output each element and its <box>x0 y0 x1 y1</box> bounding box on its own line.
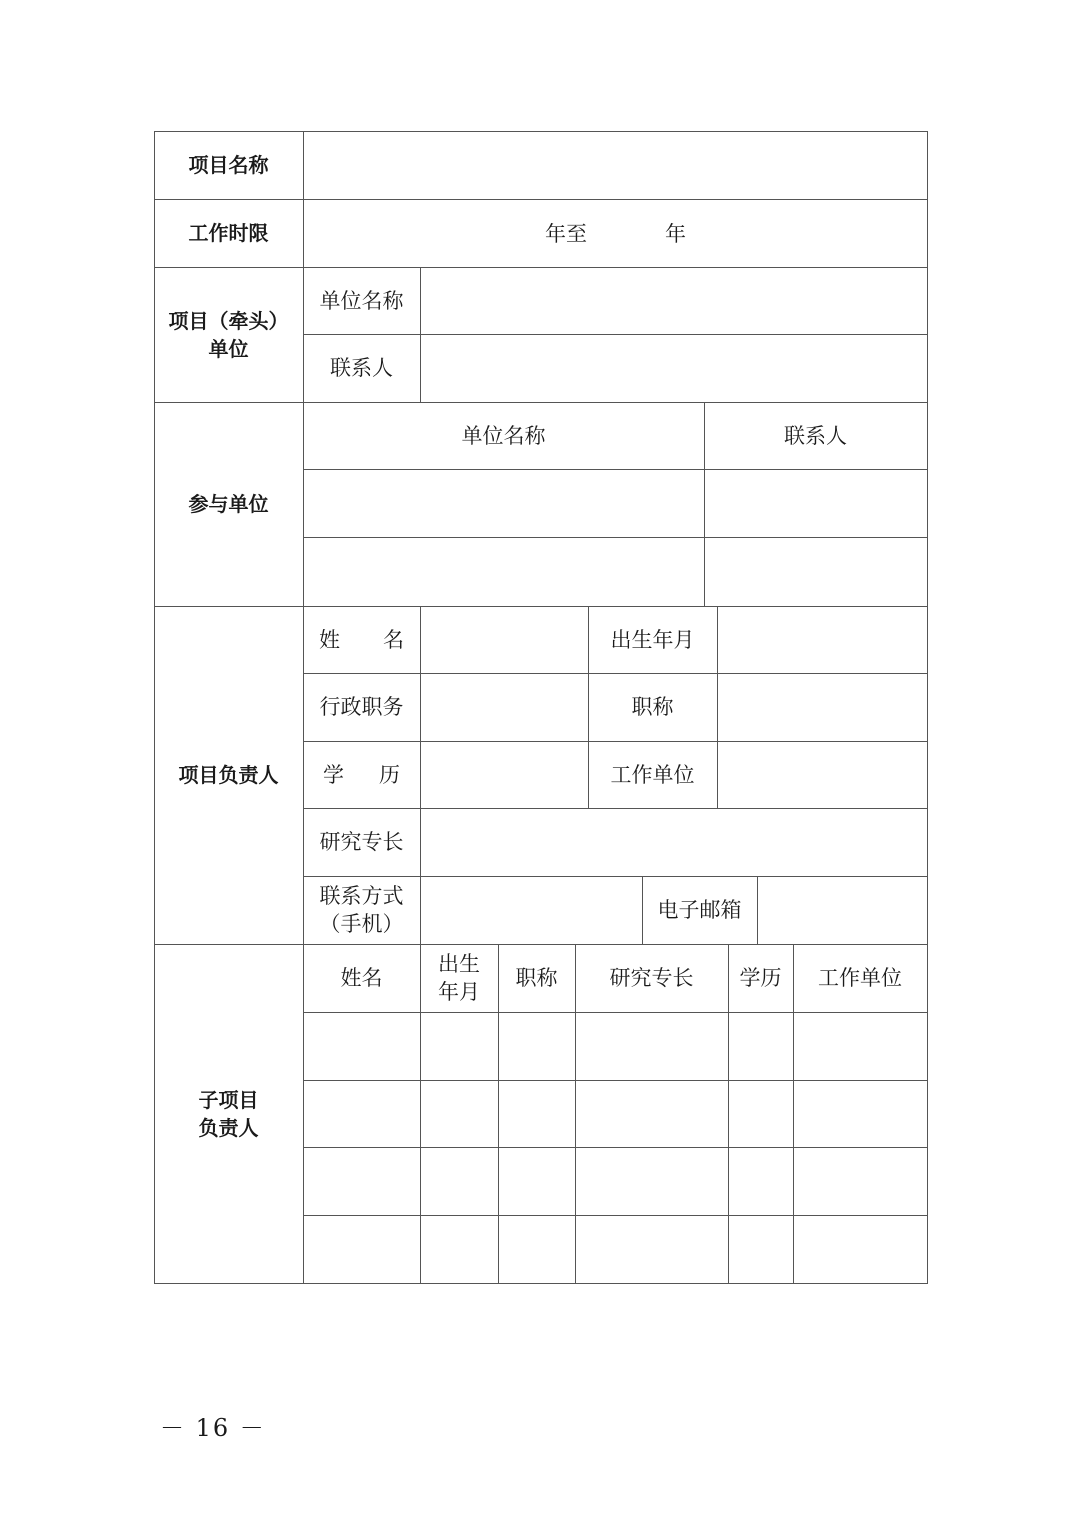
leader-name-label-char1: 姓 <box>319 627 340 652</box>
sub-leader-cell[interactable] <box>499 1216 575 1283</box>
sub-header-birth-line1: 出生 <box>438 952 480 976</box>
sub-leader-cell[interactable] <box>421 1216 498 1283</box>
sub-header-birth-line2: 年月 <box>438 980 480 1004</box>
sub-header-specialty: 研究专长 <box>609 966 694 990</box>
leader-education-field[interactable] <box>421 742 588 808</box>
sub-leader-label-line1: 子项目 <box>198 1087 259 1112</box>
lead-unit-label-line2: 单位 <box>208 336 249 361</box>
sub-leader-cell[interactable] <box>304 1013 420 1080</box>
sub-leader-cell[interactable] <box>499 1148 575 1215</box>
work-period-year2: 年 <box>665 221 686 246</box>
sub-leader-cell[interactable] <box>304 1148 420 1215</box>
work-period-year1: 年至 <box>545 221 587 246</box>
leader-admin-title-label: 行政职务 <box>319 695 404 719</box>
leader-workplace-field[interactable] <box>718 742 927 808</box>
lead-unit-contact-label: 联系人 <box>330 356 393 380</box>
sub-leader-cell[interactable] <box>794 1081 927 1147</box>
leader-education-label-char1: 学 <box>323 762 344 787</box>
participating-contact-header: 联系人 <box>784 423 847 448</box>
participating-name-header: 单位名称 <box>461 423 546 448</box>
sub-leader-label-line2: 负责人 <box>198 1115 259 1140</box>
project-name-label: 项目名称 <box>188 153 269 177</box>
page-number: － 16 － <box>160 1414 266 1442</box>
leader-specialty-label: 研究专长 <box>319 830 404 854</box>
leader-specialty-field[interactable] <box>421 809 927 876</box>
participating-name-field[interactable] <box>304 538 704 606</box>
leader-phone-label-line1: 联系方式 <box>319 884 404 908</box>
sub-leader-cell[interactable] <box>304 1081 420 1147</box>
leader-phone-field[interactable] <box>421 877 642 944</box>
sub-leader-cell[interactable] <box>304 1216 420 1283</box>
sub-leader-cell[interactable] <box>421 1081 498 1147</box>
leader-title-label: 职称 <box>631 695 674 719</box>
sub-leader-cell[interactable] <box>421 1013 498 1080</box>
leader-workplace-label: 工作单位 <box>610 762 695 787</box>
lead-unit-name-field[interactable] <box>421 268 927 334</box>
sub-leader-cell[interactable] <box>499 1013 575 1080</box>
lead-unit-name-label: 单位名称 <box>319 288 404 313</box>
sub-header-education: 学历 <box>739 966 782 990</box>
sub-leader-cell[interactable] <box>499 1081 575 1147</box>
sub-leader-cell[interactable] <box>729 1216 793 1283</box>
work-period-label: 工作时限 <box>188 221 269 245</box>
sub-leader-cell[interactable] <box>794 1148 927 1215</box>
leader-name-field[interactable] <box>421 607 588 673</box>
sub-leader-cell[interactable] <box>729 1148 793 1215</box>
sub-header-name: 姓名 <box>340 966 383 990</box>
leader-phone-label-line2: （手机） <box>319 912 404 936</box>
leader-title-field[interactable] <box>718 674 927 741</box>
leader-email-label: 电子邮箱 <box>657 898 742 922</box>
leader-birth-field[interactable] <box>718 607 927 673</box>
sub-leader-cell[interactable] <box>576 1216 728 1283</box>
leader-education-label <box>303 741 420 808</box>
lead-unit-contact-field[interactable] <box>421 335 927 402</box>
sub-leader-cell[interactable] <box>421 1148 498 1215</box>
sub-leader-cell[interactable] <box>794 1013 927 1080</box>
leader-name-label-char2: 名 <box>383 627 404 652</box>
leader-admin-title-field[interactable] <box>421 674 588 741</box>
table-border-right <box>927 131 928 1284</box>
sub-header-birth <box>420 944 498 1012</box>
sub-header-workplace: 工作单位 <box>818 966 902 990</box>
table-border-bottom <box>154 1283 928 1284</box>
participating-units-label: 参与单位 <box>188 492 269 516</box>
participating-contact-field[interactable] <box>705 470 927 537</box>
sub-leader-cell[interactable] <box>729 1013 793 1080</box>
leader-name-label <box>303 606 420 673</box>
sub-leader-cell[interactable] <box>794 1216 927 1283</box>
lead-unit-label <box>154 267 303 402</box>
sub-leader-cell[interactable] <box>729 1081 793 1147</box>
leader-phone-label <box>303 876 420 944</box>
sub-header-title: 职称 <box>515 966 558 990</box>
lead-unit-label-line1: 项目（牵头） <box>168 308 289 333</box>
project-name-field[interactable] <box>304 132 927 199</box>
sub-leader-cell[interactable] <box>576 1013 728 1080</box>
sub-leader-cell[interactable] <box>576 1148 728 1215</box>
leader-email-field[interactable] <box>758 877 927 944</box>
work-period-field[interactable] <box>304 200 927 267</box>
sub-leader-label <box>154 944 303 1283</box>
participating-name-field[interactable] <box>304 470 704 537</box>
leader-education-label-char2: 历 <box>379 762 400 787</box>
project-leader-label: 项目负责人 <box>178 763 279 787</box>
leader-birth-label: 出生年月 <box>610 627 695 652</box>
participating-contact-field[interactable] <box>705 538 927 606</box>
sub-leader-cell[interactable] <box>576 1081 728 1147</box>
